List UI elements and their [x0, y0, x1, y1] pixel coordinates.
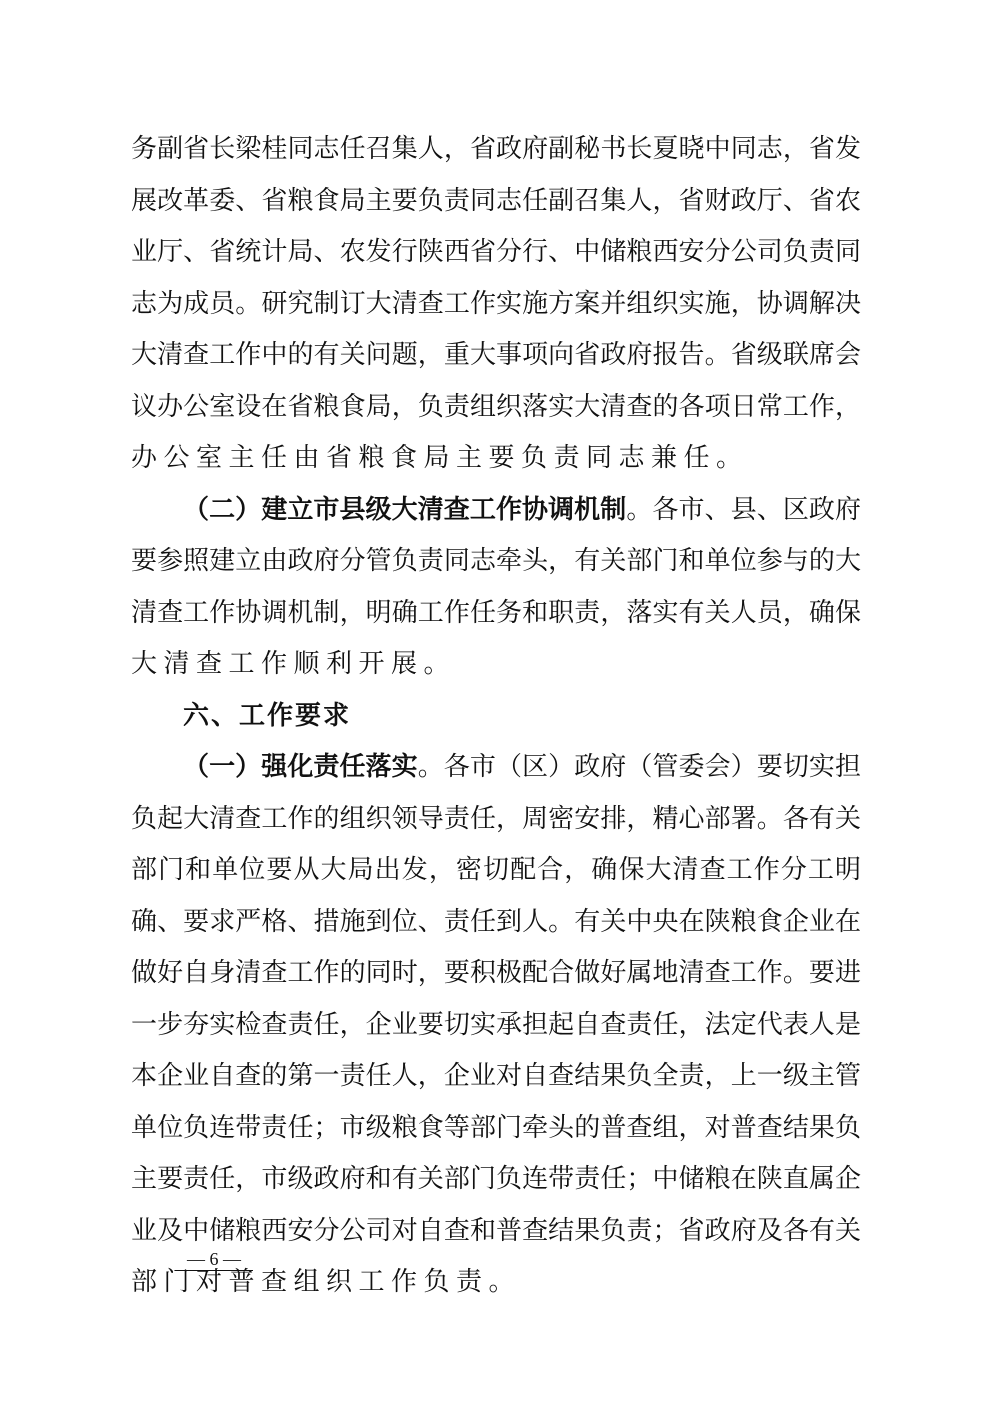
- text-line: 办公室主任由省粮食局主要负责同志兼任。: [131, 443, 749, 473]
- text-line: 负起大清查工作的组织领导责任，周密安排，精心部署。各有关: [131, 803, 861, 834]
- text-line: 单位负连带责任；市级粮食等部门牵头的普查组，对普查结果负: [131, 1112, 861, 1143]
- text-line: 清查工作协调机制，明确工作任务和职责，落实有关人员，确保: [131, 597, 861, 628]
- document-body: [131, 124, 861, 1309]
- paragraph-lead: （一）强化责任落实: [183, 752, 418, 782]
- text-line: 部门对普查组织工作负责。: [131, 1267, 522, 1297]
- text-line: 本企业自查的第一责任人，企业对自查结果负全责，上一级主管: [131, 1061, 861, 1091]
- text-line: 务副省长梁桂同志任召集人，省政府副秘书长夏晓中同志，省发: [131, 134, 861, 164]
- text-line: 业及中储粮西安分公司对自查和普查结果负责；省政府及各有关: [131, 1215, 861, 1246]
- page-number: — 6 —: [175, 1248, 253, 1271]
- paragraph-lead: （二）建立市县级大清查工作协调机制: [183, 494, 627, 525]
- paragraph-first-line: [131, 485, 861, 537]
- paragraph-first-line: [131, 742, 861, 794]
- text-line: 志为成员。研究制订大清查工作实施方案并组织实施，协调解决: [131, 288, 861, 319]
- text-line: 展改革委、省粮食局主要负责同志任副召集人，省财政厅、省农: [131, 185, 861, 216]
- text-line: 大清查工作中的有关问题，重大事项向省政府报告。省级联席会: [131, 340, 861, 370]
- section-heading: 六、工作要求: [183, 700, 352, 731]
- text-line: 业厅、省统计局、农发行陕西省分行、中储粮西安分公司负责同: [131, 237, 861, 267]
- text-line: 确、要求严格、措施到位、责任到人。有关中央在陕粮食企业在: [131, 906, 861, 937]
- text-line: 主要责任，市级政府和有关部门负连带责任；中储粮在陕直属企: [131, 1164, 861, 1194]
- paragraph-lead-rest: 。各市（区）政府（管委会）要切实担: [417, 752, 861, 782]
- text-line: 部门和单位要从大局出发，密切配合，确保大清查工作分工明: [131, 855, 861, 885]
- text-line: 做好自身清查工作的同时，要积极配合做好属地清查工作。要进: [131, 958, 861, 988]
- text-line: 一步夯实检查责任，企业要切实承担起自查责任，法定代表人是: [131, 1009, 861, 1040]
- text-line: 议办公室设在省粮食局，负责组织落实大清查的各项日常工作，: [131, 391, 861, 422]
- paragraph-lead-rest: 。各市、县、区政府: [626, 494, 861, 525]
- text-line: 大清查工作顺利开展。: [131, 649, 457, 679]
- text-line: 要参照建立由政府分管负责同志牵头，有关部门和单位参与的大: [131, 546, 861, 576]
